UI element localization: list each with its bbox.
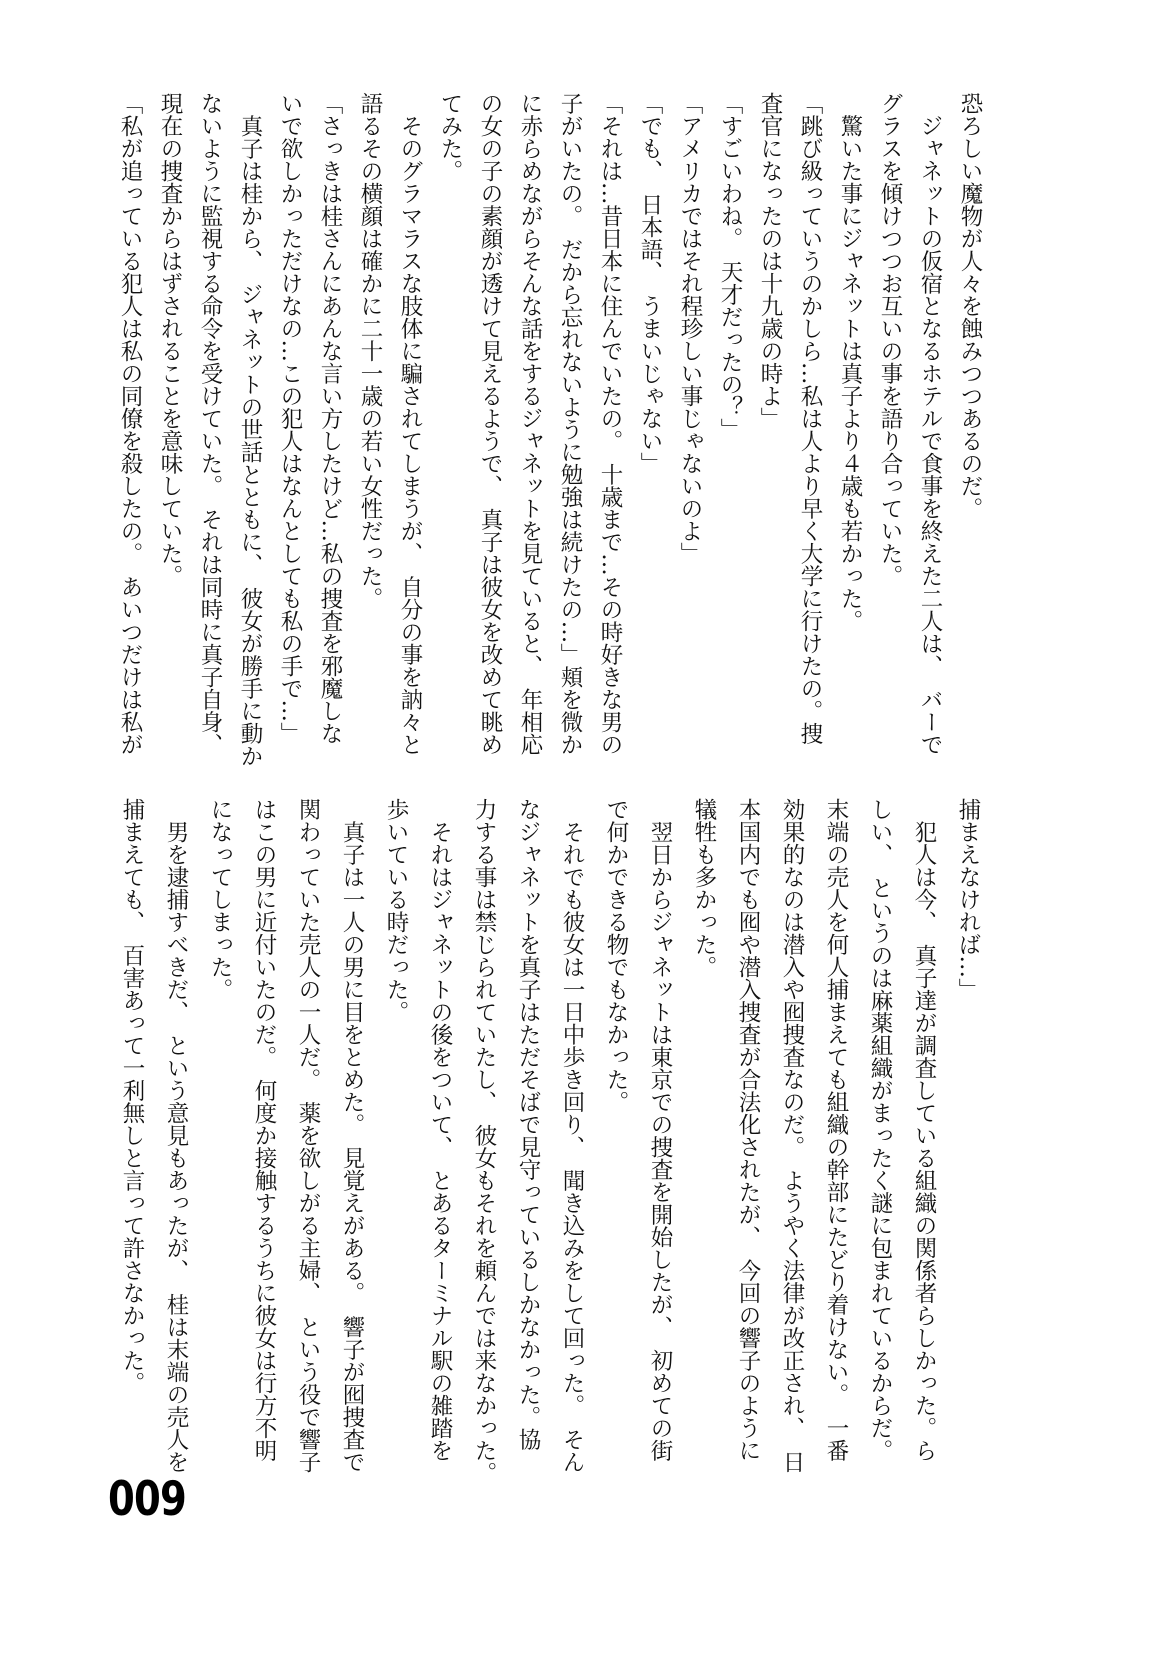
text-column: 末端の売人を何人捕まえても組織の幹部にたどり着けない。 一番	[823, 798, 849, 1462]
text-column: 子がいたの。 だから忘れないように勉強は続けたの…」頬を微か	[557, 92, 583, 756]
text-column: 効果的なのは潜入や囮捜査なのだ。 ようやく法律が改正され、 日	[779, 798, 805, 1473]
text-column: てみた。	[437, 92, 463, 182]
text-column: 捕まえても、 百害あって一利無しと言って許さなかった。	[119, 798, 145, 1395]
novel-text-block-bottom	[110, 798, 990, 1498]
text-column: それはジャネットの後をついて、 とあるターミナル駅の雑踏を	[427, 798, 453, 1462]
text-column: 「すごいわね。 天才だったの？」	[717, 92, 743, 441]
novel-text-block-top	[110, 92, 990, 792]
text-column: 語るその横顔は確かに二十一歳の若い女性だった。	[357, 92, 383, 610]
text-column: 犯人は今、 真子達が調査している組織の関係者らしかった。ら	[911, 798, 937, 1462]
text-column: 真子は一人の男に目をとめた。 見覚えがある。 響子が囮捜査で	[339, 798, 365, 1473]
text-column: 歩いている時だった。	[383, 798, 409, 1023]
text-column: で何かできる物でもなかった。	[603, 798, 629, 1113]
text-column: 「でも、 日本語、 うまいじゃない」	[637, 92, 663, 475]
text-column: 男を逮捕すべきだ、 という意見もあったが、 桂は末端の売人を	[163, 798, 189, 1473]
text-column: 真子は桂から、 ジャネットの世話とともに、 彼女が勝手に動か	[237, 92, 263, 767]
text-column: 犠牲も多かった。	[691, 798, 717, 978]
text-column: に赤らめながらそんな話をするジャネットを見ていると、 年相応	[517, 92, 543, 756]
text-column: 「アメリカではそれ程珍しい事じゃないのよ」	[677, 92, 703, 565]
text-column: の女の子の素顔が透けて見えるようで、 真子は彼女を改めて眺め	[477, 92, 503, 756]
page-number: 009	[108, 1472, 186, 1527]
text-column: 力する事は禁じられていたし、 彼女もそれを頼んでは来なかった。	[471, 798, 497, 1485]
text-column: 驚いた事にジャネットは真子より４歳も若かった。	[837, 92, 863, 632]
text-column: 「さっきは桂さんにあんな言い方したけど…私の捜査を邪魔しな	[317, 92, 343, 745]
text-column: 本国内でも囮や潜入捜査が合法化されたが、 今回の響子のように	[735, 798, 761, 1462]
text-column: グラスを傾けつつお互いの事を語り合っていた。	[877, 92, 903, 587]
text-column: 捕まえなければ…」	[955, 798, 981, 1001]
text-column: はこの男に近付いたのだ。 何度か接触するうちに彼女は行方不明	[251, 798, 277, 1462]
text-column: 関わっていた売人の一人だ。 薬を欲しがる主婦、 という役で響子	[295, 798, 321, 1473]
text-column: 査官になったのは十九歳の時よ」	[757, 92, 783, 430]
text-column: 翌日からジャネットは東京での捜査を開始したが、 初めての街	[647, 798, 673, 1462]
text-column: になってしまった。	[207, 798, 233, 1001]
text-column: ジャネットの仮宿となるホテルで食事を終えた二人は、 バーで	[917, 92, 943, 756]
text-column: いで欲しかっただけなの…この犯人はなんとしても私の手で…」	[277, 92, 303, 745]
text-column: 「跳び級っていうのかしら…私は人より早く大学に行けたの。捜	[797, 92, 823, 745]
text-column: そのグラマラスな肢体に騙されてしまうが、 自分の事を訥々と	[397, 92, 423, 756]
text-column: しい、 というのは麻薬組織がまったく謎に包まれているからだ。	[867, 798, 893, 1462]
text-column: 「それは…昔日本に住んでいたの。 十歳まで…その時好きな男の	[597, 92, 623, 756]
text-column: 「私が追っている犯人は私の同僚を殺したの。 あいつだけは私が	[117, 92, 143, 756]
text-column: それでも彼女は一日中歩き回り、 聞き込みをして回った。 そん	[559, 798, 585, 1473]
text-column: なジャネットを真子はただそばで見守っているしかなかった。協	[515, 798, 541, 1451]
text-column: ないように監視する命令を受けていた。 それは同時に真子自身、	[197, 92, 223, 756]
text-column: 恐ろしい魔物が人々を蝕みつつあるのだ。	[957, 92, 983, 520]
text-column: 現在の捜査からはずされることを意味していた。	[157, 92, 183, 587]
